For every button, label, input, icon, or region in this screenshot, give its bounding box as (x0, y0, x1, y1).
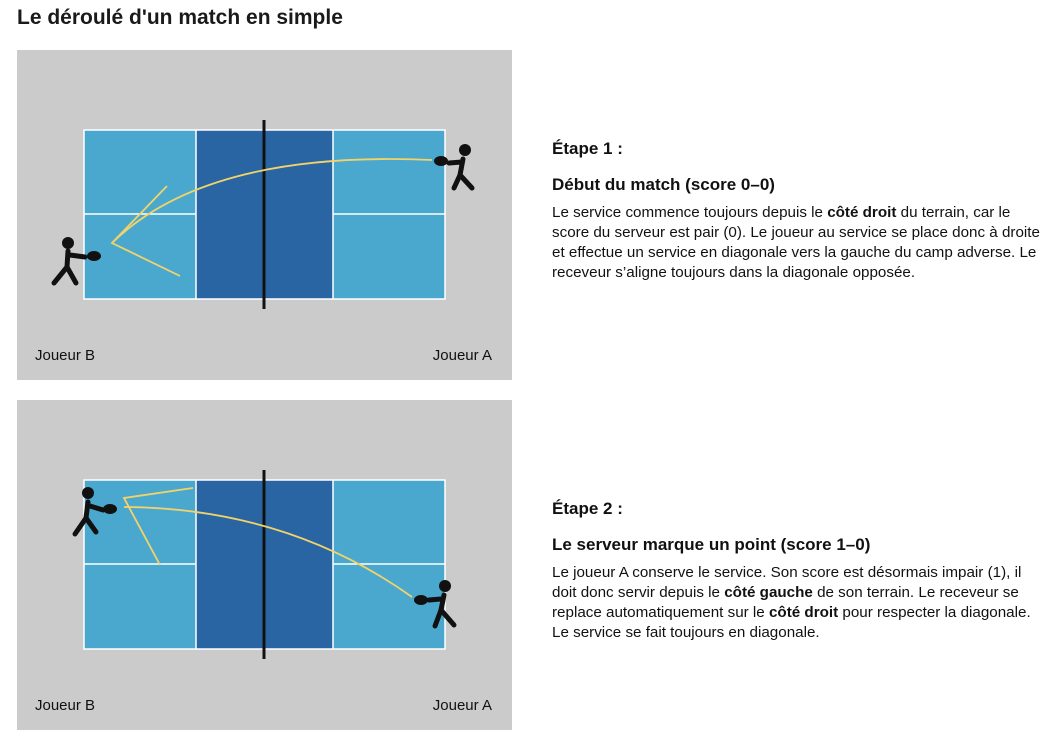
court-svg (17, 400, 512, 730)
court-diagram-step-1 (17, 50, 512, 380)
court-diagram-step-2 (17, 400, 512, 730)
player-b-label: Joueur B (35, 697, 96, 714)
step-description: Le joueur A conserve le service. Son score est désormais impair (1), il doit donc servir depuis le côté gauche de son terrain. Le receveur se replace automatiquement sur le côté droit pour respecter la diagonale. Le service se fait toujours en diagonale. (552, 564, 1031, 641)
court (84, 470, 445, 659)
emphasis-text: côté droit (768, 604, 839, 621)
step-label: Étape 2 : (552, 499, 623, 518)
player-a-label: Joueur A (432, 697, 492, 714)
court (84, 120, 445, 309)
step-1 (552, 139, 1047, 283)
emphasis-text: côté gauche (724, 584, 813, 601)
step-title: Le serveur marque un point (score 1–0) (552, 535, 871, 554)
page-title: Le déroulé d'un match en simple (17, 6, 343, 29)
player-b-label: Joueur B (35, 347, 96, 364)
player-a-label: Joueur A (432, 347, 492, 364)
step-title: Début du match (score 0–0) (552, 175, 775, 194)
step-description: Le service commence toujours depuis le côté droit du terrain, car le score du serveur est pair (0). Le joueur au service se place donc à droite et effectue un service en diagonale vers la gauche du camp adverse. Le receveur s’aligne toujours dans la diagonale opposée. (552, 204, 1040, 281)
step-label: Étape 1 : (552, 139, 623, 158)
court-svg (17, 50, 512, 380)
emphasis-text: côté droit (827, 204, 897, 221)
step-2 (552, 499, 1047, 643)
